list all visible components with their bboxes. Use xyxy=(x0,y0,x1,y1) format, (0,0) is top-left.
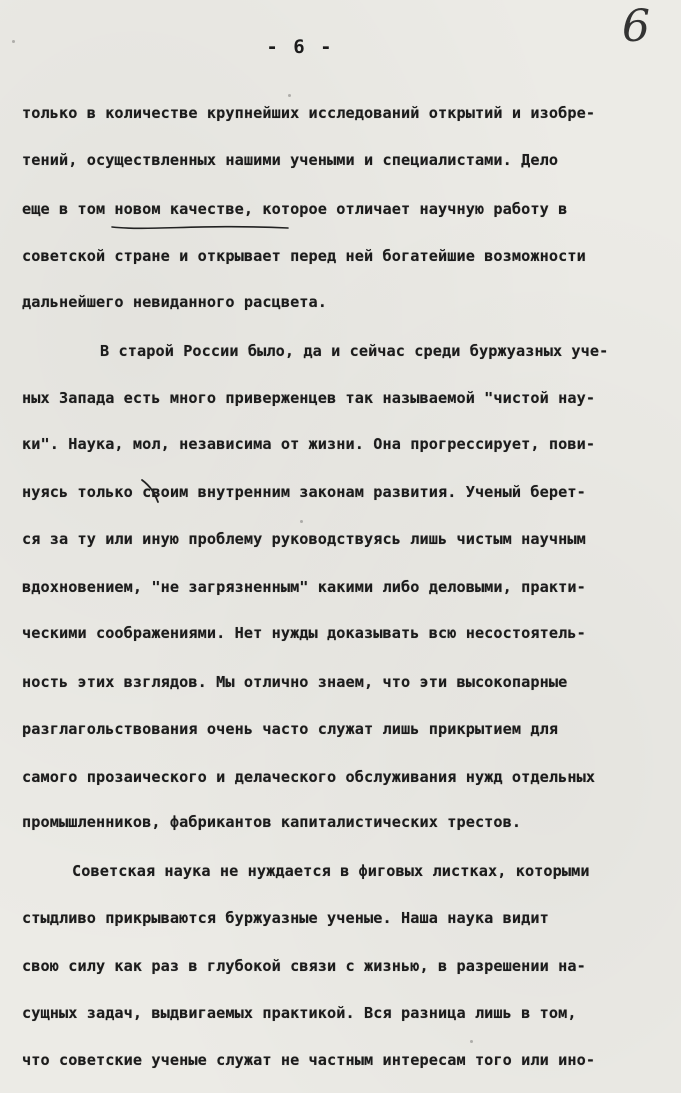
text-line-2: тений, осуществленных нашими учеными и специалистами. Дело xyxy=(22,151,559,169)
text-line-18: стыдливо прикрываются буржуазные ученые. Наша наука видит xyxy=(22,909,549,927)
text-line-15: самого прозаического и делаческого обслуживания нужд отдельных xyxy=(22,768,596,786)
scan-speck xyxy=(300,520,303,523)
scan-speck xyxy=(12,40,15,43)
text-line-7: ных Запада есть много приверженцев так называемой "чистой нау- xyxy=(22,389,596,407)
text-line-17: Советская наука не нуждается в фиговых листках, которыми xyxy=(72,862,590,880)
handwritten-page-number: 6 xyxy=(622,1,650,52)
page-number: - 6 - xyxy=(266,36,334,58)
text-line-14: разглагольствования очень часто служат лишь прикрытием для xyxy=(22,720,559,738)
text-line-3: еще в том новом качестве, которое отличает научную работу в xyxy=(22,200,568,218)
text-line-6: В старой России было, да и сейчас среди буржуазных уче- xyxy=(100,342,609,360)
scan-speck xyxy=(470,1040,473,1043)
text-line-1: только в количестве крупнейших исследований открытий и изобре- xyxy=(22,104,596,122)
text-line-10: ся за ту или иную проблему руководствуясь лишь чистым научным xyxy=(22,530,586,548)
text-line-16: промышленников, фабрикантов капиталистических трестов. xyxy=(22,813,522,831)
text-line-11: вдохновением, "не загрязненным" какими либо деловыми, практи- xyxy=(22,578,586,596)
text-line-21: что советские ученые служат не частным интересам того или ино- xyxy=(22,1051,596,1069)
text-line-20: сущных задач, выдвигаемых практикой. Вся разница лишь в том, xyxy=(22,1004,577,1022)
text-line-9: нуясь только своим внутренним законам развития. Ученый берет- xyxy=(22,483,586,501)
text-line-4: советской стране и открывает перед ней богатейшие возможности xyxy=(22,247,586,265)
text-line-8: ки". Наука, мол, независима от жизни. Она прогрессирует, пови- xyxy=(22,435,596,453)
handwritten-underline xyxy=(110,222,290,232)
text-line-12: ческими соображениями. Нет нужды доказывать всю несостоятель- xyxy=(22,624,586,642)
text-line-5: дальнейшего невиданного расцвета. xyxy=(22,293,328,311)
handwritten-correction-mark xyxy=(136,476,166,506)
text-line-13: ность этих взглядов. Мы отлично знаем, что эти высокопарные xyxy=(22,673,568,691)
text-line-19: свою силу как раз в глубокой связи с жизнью, в разрешении на- xyxy=(22,957,586,975)
scan-speck xyxy=(288,94,291,97)
